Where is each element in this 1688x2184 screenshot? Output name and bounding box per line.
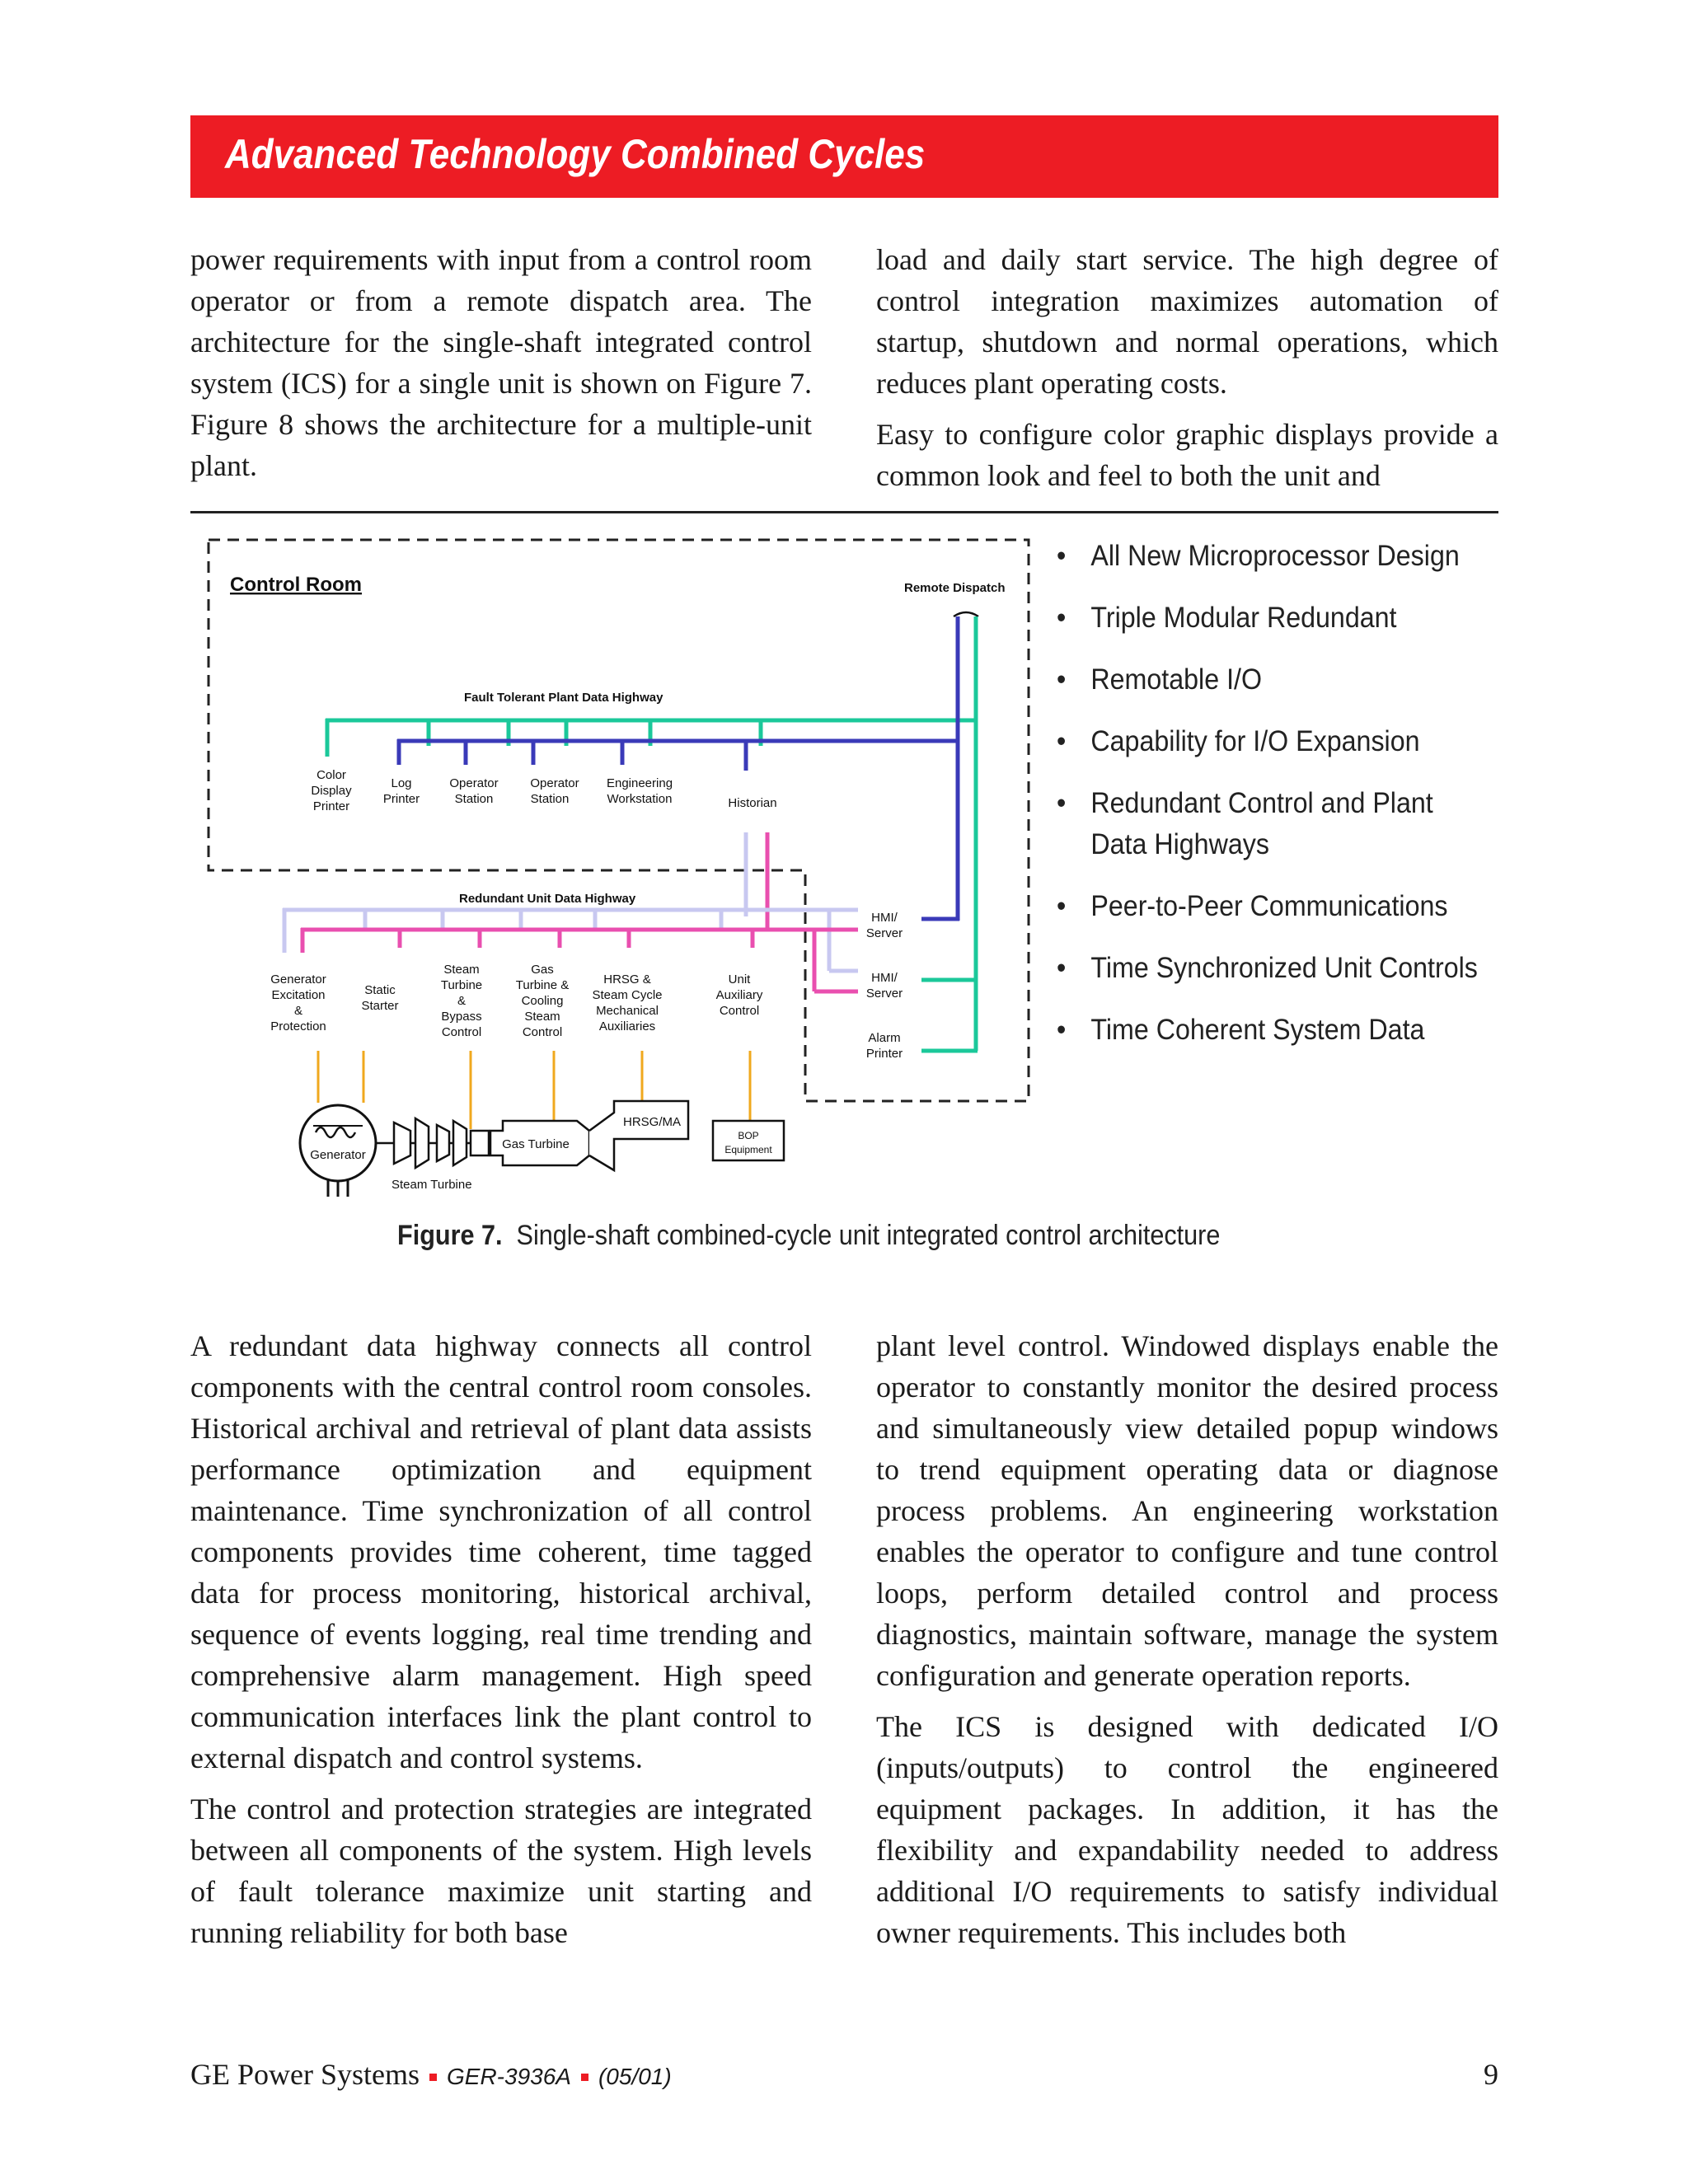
paragraph: power requirements with input from a control room operator or from a remote dispatch area. The architecture for the single-shaft integrated control system (ICS) for a single unit is shown on Figure 7. Figure 8 shows the architecture for a multiple-unit plant.: [190, 243, 812, 482]
top-left-column: [190, 239, 812, 486]
steam-turbine-bypass-line: Steam: [443, 963, 480, 977]
list-item-text: Triple Modular Redundant: [1090, 602, 1397, 634]
hrsg-steam-cycle-line: Steam Cycle: [592, 988, 663, 1002]
color-display-printer-line: Printer: [312, 799, 350, 813]
hrsg-ma-label: HRSG/MA: [622, 1115, 682, 1129]
section-divider: [190, 511, 1498, 513]
unit-auxiliary-line: Auxiliary: [715, 988, 763, 1002]
list-item: • Time Coherent System Data: [1057, 1014, 1425, 1046]
paragraph: plant level control. Windowed displays enable the operator to constantly monitor the desired process and simultaneously view detailed popup windows to trend equipment operating data or diagnose process problems. An engineering workstation enables the operator to configure and tune control loops, perform detailed control and process diagnostics, maintain software, manage the system configuration and generate operation reports.: [876, 1329, 1498, 1692]
figure-caption-text: Single-shaft combined-cycle unit integrated control architecture: [516, 1220, 1221, 1251]
footer-date: (05/01): [598, 2064, 672, 2089]
paragraph: The control and protection strategies are integrated between all components of the system. High levels of fault tolerance maximize unit starting and running reliability for both base: [190, 1793, 812, 1949]
list-item: • Peer-to-Peer Communications: [1057, 890, 1448, 922]
gas-turbine-cooling-line: Turbine &: [515, 978, 570, 992]
lavender-highway: [283, 908, 858, 971]
log-printer-line: Printer: [382, 792, 420, 806]
generator-excitation-line: Excitation: [271, 988, 326, 1002]
gas-turbine-label: Gas Turbine: [502, 1137, 570, 1151]
list-item-text: Remotable I/O: [1090, 663, 1263, 696]
header-bar: [190, 115, 1498, 198]
gas-turbine-cooling-line: Cooling: [521, 994, 564, 1008]
operator-station-1-line: Station: [454, 792, 494, 806]
engineering-workstation-line: Engineering: [606, 776, 673, 790]
list-item-text: Peer-to-Peer Communications: [1090, 890, 1448, 922]
hmi-server-2-line: HMI/: [871, 971, 898, 985]
hmi-server-2-line: Server: [865, 987, 903, 1001]
generator-equipment: [300, 1105, 376, 1197]
list-item-text: All New Microprocessor Design: [1090, 540, 1460, 572]
top-right-column: [876, 239, 1498, 496]
gas-turbine-cooling-line: Gas: [531, 963, 554, 977]
unit-auxiliary-line: Unit: [728, 972, 751, 987]
bottom-right-column: [876, 1325, 1498, 1953]
list-item-text: Capability for I/O Expansion: [1090, 725, 1420, 757]
remote-dispatch-link-icon: [954, 612, 978, 616]
engineering-workstation-line: Workstation: [607, 792, 673, 806]
page-number: 9: [1484, 2058, 1498, 2091]
log-printer-line: Log: [391, 776, 412, 790]
architecture-diagram: [190, 527, 1047, 1212]
generator-excitation-line: &: [293, 1004, 303, 1018]
alarm-printer-line: Printer: [865, 1047, 903, 1061]
hrsg-steam-cycle-line: Auxiliaries: [598, 1019, 656, 1033]
footer: [190, 2057, 672, 2092]
pink-highway: [301, 928, 858, 991]
paragraph: The ICS is designed with dedicated I/O (inputs/outputs) to control the engineered equipment packages. In addition, it has the flexibility and expandability needed to address additional I/O requirements to satisfy individual owner requirements. This includes both: [876, 1710, 1498, 1949]
hrsg-steam-cycle-line: HRSG &: [603, 972, 651, 987]
list-item: • Remotable I/O: [1057, 663, 1263, 696]
bop-equipment-line: BOP: [738, 1130, 759, 1141]
redundant-highway-label: Redundant Unit Data Highway: [459, 892, 636, 906]
footer-company: GE Power Systems: [190, 2058, 420, 2091]
static-starter-line: Starter: [361, 999, 399, 1013]
generator-label: Generator: [310, 1148, 366, 1162]
bop-equipment-line: Equipment: [724, 1144, 772, 1155]
color-display-printer-line: Display: [311, 784, 352, 798]
list-item: • Redundant Control and Plant Data Highways: [1057, 787, 1433, 860]
list-item: • Time Synchronized Unit Controls: [1057, 952, 1478, 984]
figure-caption: [397, 1220, 1220, 1252]
steam-turbine-label: Steam Turbine: [392, 1178, 472, 1192]
blue-highway: [397, 616, 959, 921]
operator-station-2-line: Operator: [530, 776, 579, 790]
list-item: • Capability for I/O Expansion: [1057, 725, 1420, 757]
list-item: • Triple Modular Redundant: [1057, 602, 1397, 634]
list-item-text: Time Coherent System Data: [1090, 1014, 1425, 1046]
gas-turbine-equipment: [490, 1101, 688, 1170]
footer-doc-code: GER-3936A: [447, 2064, 571, 2089]
fault-tolerant-highway-label: Fault Tolerant Plant Data Highway: [464, 691, 663, 705]
paragraph: Easy to configure color graphic displays provide a common look and feel to both the unit and: [876, 418, 1498, 492]
gas-turbine-cooling-line: Steam: [524, 1010, 560, 1024]
hrsg-steam-cycle-line: Mechanical: [596, 1004, 659, 1018]
control-room-label: Control Room: [230, 574, 362, 596]
steam-turbine-bypass-line: &: [457, 994, 467, 1008]
paragraph: load and daily start service. The high degree of control integration maximizes automation of startup, shutdown and normal operations, which reduces plant operating costs.: [876, 243, 1498, 400]
unit-auxiliary-line: Control: [719, 1004, 760, 1018]
generator-excitation-line: Protection: [270, 1019, 326, 1033]
gas-turbine-cooling-line: Control: [522, 1025, 563, 1039]
static-starter-line: Static: [364, 983, 396, 997]
paragraph: A redundant data highway connects all control components with the central control room consoles. Historical archival and retrieval of plant data assists performance optimization and equipment maintenance. Time synchronization of all control components provides time coherent, time tagged data for process monitoring, historical archival, sequence of events logging, real time trending and comprehensive alarm management. High speed communication interfaces link the plant control to external dispatch and control systems.: [190, 1329, 812, 1774]
hmi-server-1-line: HMI/: [871, 911, 898, 925]
red-square-icon: [581, 2074, 588, 2081]
bottom-left-column: [190, 1325, 812, 1953]
green-highway: [326, 616, 978, 1051]
operator-station-1-line: Operator: [449, 776, 499, 790]
red-square-icon: [429, 2074, 437, 2081]
steam-turbine-bypass-line: Bypass: [441, 1010, 482, 1024]
generator-excitation-line: Generator: [270, 972, 326, 987]
alarm-printer-line: Alarm: [868, 1031, 901, 1045]
list-item-text: Time Synchronized Unit Controls: [1090, 952, 1478, 984]
operator-station-2-line: Station: [530, 792, 570, 806]
list-item-text: Redundant Control and Plant Data Highways: [1090, 787, 1433, 860]
steam-turbine-equipment: [394, 1118, 489, 1168]
page-title: Advanced Technology Combined Cycles: [225, 131, 926, 177]
color-display-printer-line: Color: [316, 768, 346, 782]
remote-dispatch-label: Remote Dispatch: [904, 581, 1006, 595]
figure-caption-label: Figure 7.: [397, 1220, 503, 1251]
feature-list: [1057, 536, 1518, 1071]
steam-turbine-bypass-line: Turbine: [440, 978, 483, 992]
list-item: • All New Microprocessor Design: [1057, 540, 1460, 572]
steam-turbine-bypass-line: Control: [441, 1025, 482, 1039]
historian-label: Historian: [728, 796, 777, 810]
hmi-server-1-line: Server: [865, 926, 903, 940]
